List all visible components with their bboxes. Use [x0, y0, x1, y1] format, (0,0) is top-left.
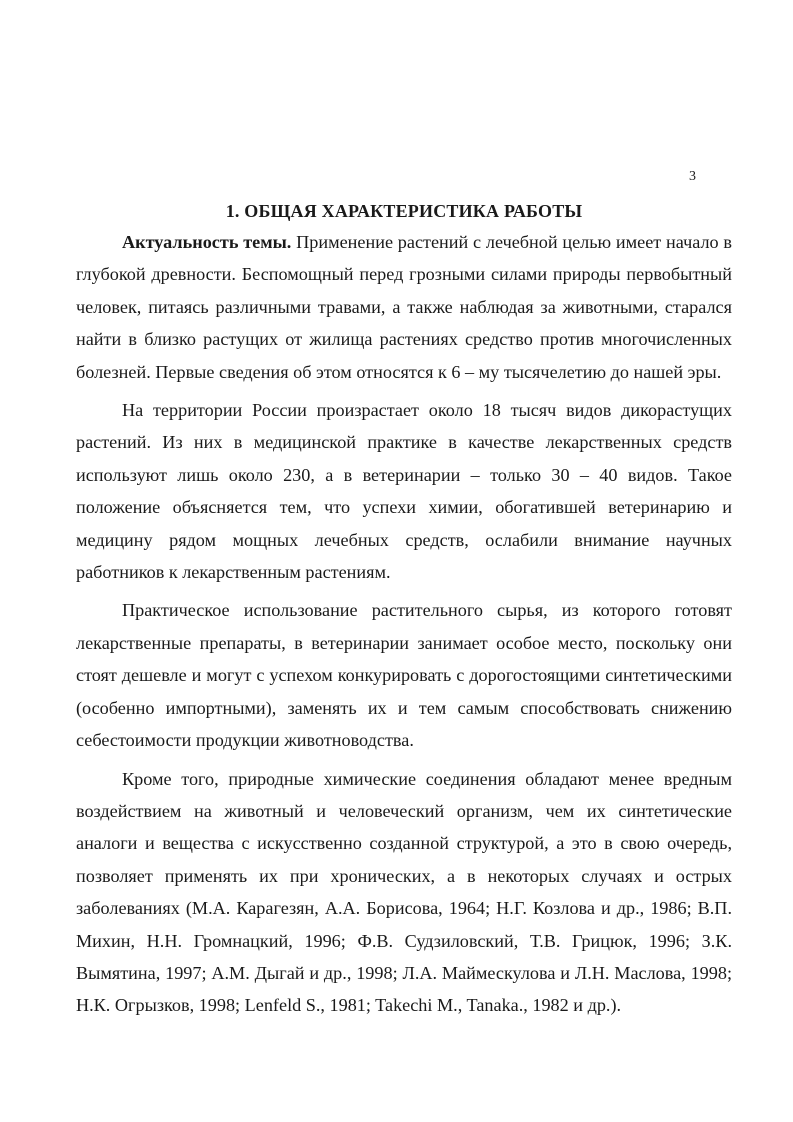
section-title: 1. ОБЩАЯ ХАРАКТЕРИСТИКА РАБОТЫ [225, 201, 583, 221]
paragraph-practical-use: Практическое использование растительного сырья, из которого готовят лекарственные препараты, в ветеринарии занимает особое место, поскольку они стоят дешевле и могут с успехом конкурировать с дорогостоящими синтетическими (особенно импортными), заменять их и тем самым способствовать снижению себестоимости продукции животноводства. [76, 600, 732, 751]
page-number: 3 [689, 169, 696, 184]
paragraph-relevance [76, 226, 732, 388]
paragraph-natural-compounds: Кроме того, природные химические соединения обладают менее вредным воздействием на животный и человеческий организм, чем их синтетические аналоги и вещества с искусственно созданной структурой, а это в свою очередь, позволяет применять их при хронических, а в некоторых случаях и острых заболеваниях (М.А. Карагезян, А.А. Борисова, 1964; Н.Г. Козлова и др., 1986; В.П. Михин, Н.Н. Громнацкий, 1996; Ф.В. Судзиловский, Т.В. Грицюк, 1996; З.К. Вымятина, 1997; А.М. Дыгай и др., 1998; Л.А. Маймескулова и Л.Н. Маслова, 1998; Н.К. Огрызков, 1998; Lenfeld S., 1981; Takechi M., Tanaka., 1982 и др.). [76, 768, 732, 1016]
paragraph-text-relevance: Применение растений с лечебной целью имеет начало в глубокой древности. Беспомощный перед грозными силами природы первобытный человек, питаясь различными травами, а также наблюдая за животными, старался найти в близко растущих от жилища растениях средство против многочисленных болезней. Первые сведения об этом относятся к 6 – му тысячелетию до нашей эры. [76, 232, 732, 382]
body-text [76, 226, 732, 1022]
paragraph-lead-relevance: Актуальность темы. [122, 232, 292, 252]
paragraph-russia-plants: На территории России произрастает около 18 тысяч видов дикорастущих растений. Из них в медицинской практике в качестве лекарственных средств используют лишь около 230, а в ветеринарии – только 30 – 40 видов. Такое положение объясняется тем, что успехи химии, обогатившей ветеринарию и медицину рядом мощных лечебных средств, ослабили внимание научных работников к лекарственным растениям. [76, 400, 732, 583]
